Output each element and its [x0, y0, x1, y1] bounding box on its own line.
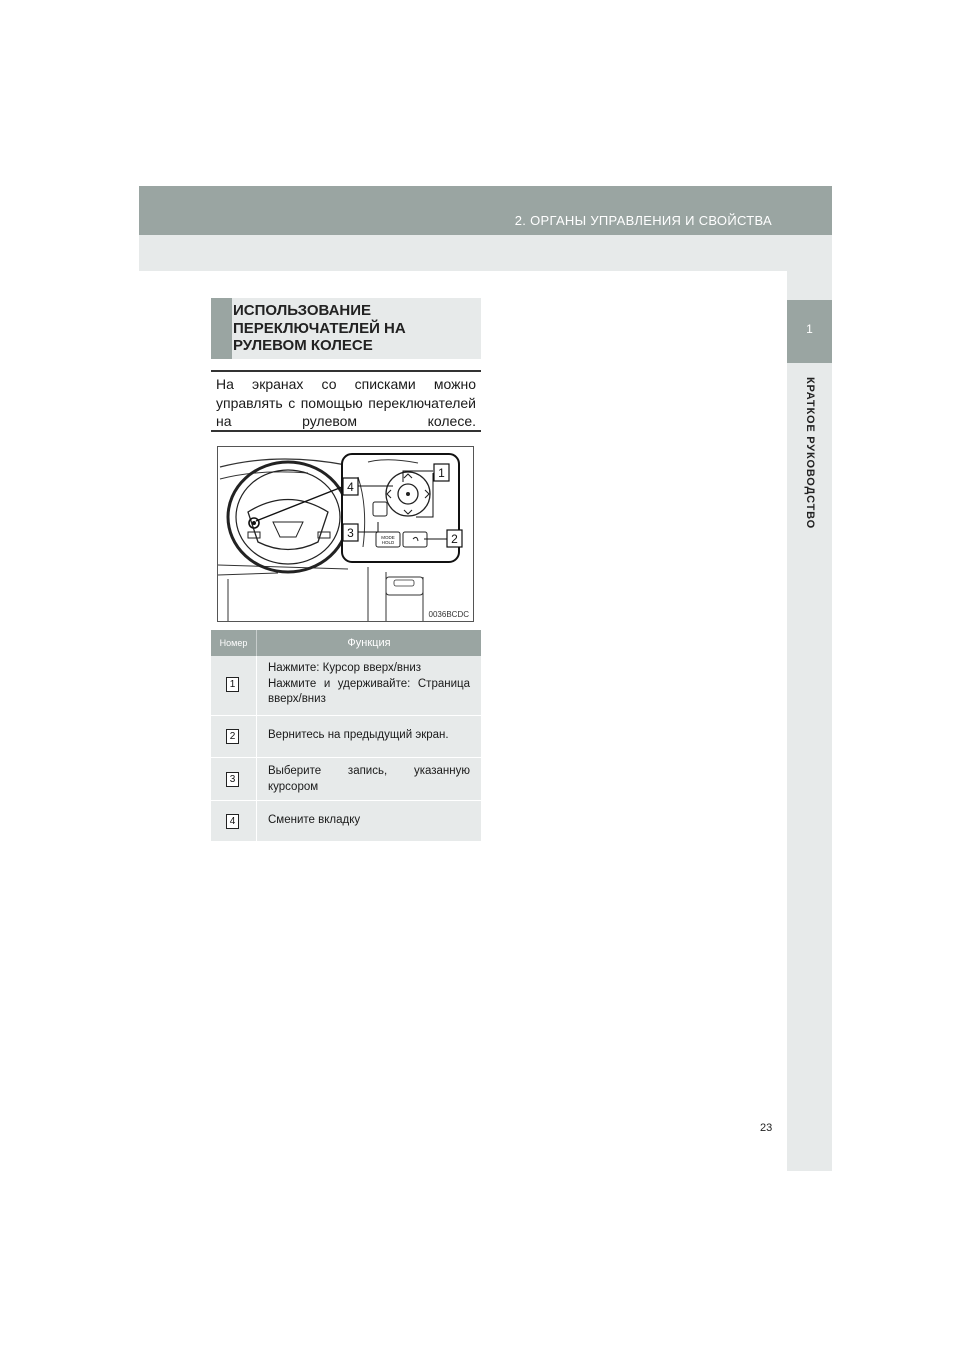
svg-text:3: 3	[347, 526, 354, 540]
header-number: Номер	[211, 630, 257, 656]
number-badge: 4	[226, 814, 239, 829]
number-cell	[211, 758, 257, 800]
table-row	[211, 758, 481, 801]
chapter-header-band	[139, 186, 832, 235]
number-cell	[211, 656, 257, 715]
steering-wheel-illustration	[217, 446, 474, 622]
chapter-side-label: КРАТКОЕ РУКОВОДСТВО	[804, 377, 816, 529]
svg-text:MODE: MODE	[381, 535, 395, 540]
number-cell	[211, 716, 257, 757]
number-cell	[211, 801, 257, 841]
chapter-tab[interactable]	[787, 300, 832, 363]
page-number: 23	[760, 1122, 773, 1134]
function-text: Смените вкладку	[268, 814, 361, 826]
function-text: Вернитесь на предыдущий экран.	[268, 729, 449, 741]
callout-2	[447, 530, 462, 547]
svg-text:4: 4	[347, 480, 354, 494]
figure-code: 0036BCDC	[428, 610, 469, 619]
callout-3	[343, 524, 358, 541]
function-text: Нажмите: Курсор вверх/вниз Нажмите и удерживайте: Страница вверх/вниз	[268, 662, 470, 705]
steering-wheel-drawing	[218, 447, 473, 621]
number-badge: 1	[226, 677, 239, 692]
callout-1	[434, 464, 449, 481]
section-heading-text: ИСПОЛЬЗОВАНИЕ ПЕРЕКЛЮЧАТЕЛЕЙ НА РУЛЕВОМ КОЛЕСЕ	[233, 302, 406, 354]
chapter-tab-number: 1	[806, 322, 813, 336]
intro-paragraph: На экранах со списками можно управлять с помощью переключателей на рулевом колесе.	[211, 370, 481, 432]
table-row	[211, 801, 481, 842]
header-function: Функция	[347, 637, 391, 649]
svg-text:2: 2	[451, 532, 458, 546]
subheader-band	[139, 235, 832, 271]
svg-text:HOLD: HOLD	[381, 540, 395, 545]
table-header	[211, 630, 481, 656]
section-heading-accent	[211, 298, 232, 359]
table-row	[211, 716, 481, 758]
table-row	[211, 656, 481, 716]
number-badge: 2	[226, 729, 239, 744]
number-badge: 3	[226, 772, 239, 787]
section-heading	[211, 298, 481, 359]
chapter-title: 2. ОРГАНЫ УПРАВЛЕНИЯ И СВОЙСТВА	[514, 213, 772, 228]
function-table	[211, 630, 481, 842]
callout-4	[343, 478, 358, 495]
function-text: Выберите запись, указанную курсором	[268, 765, 470, 793]
svg-text:1: 1	[438, 466, 445, 480]
